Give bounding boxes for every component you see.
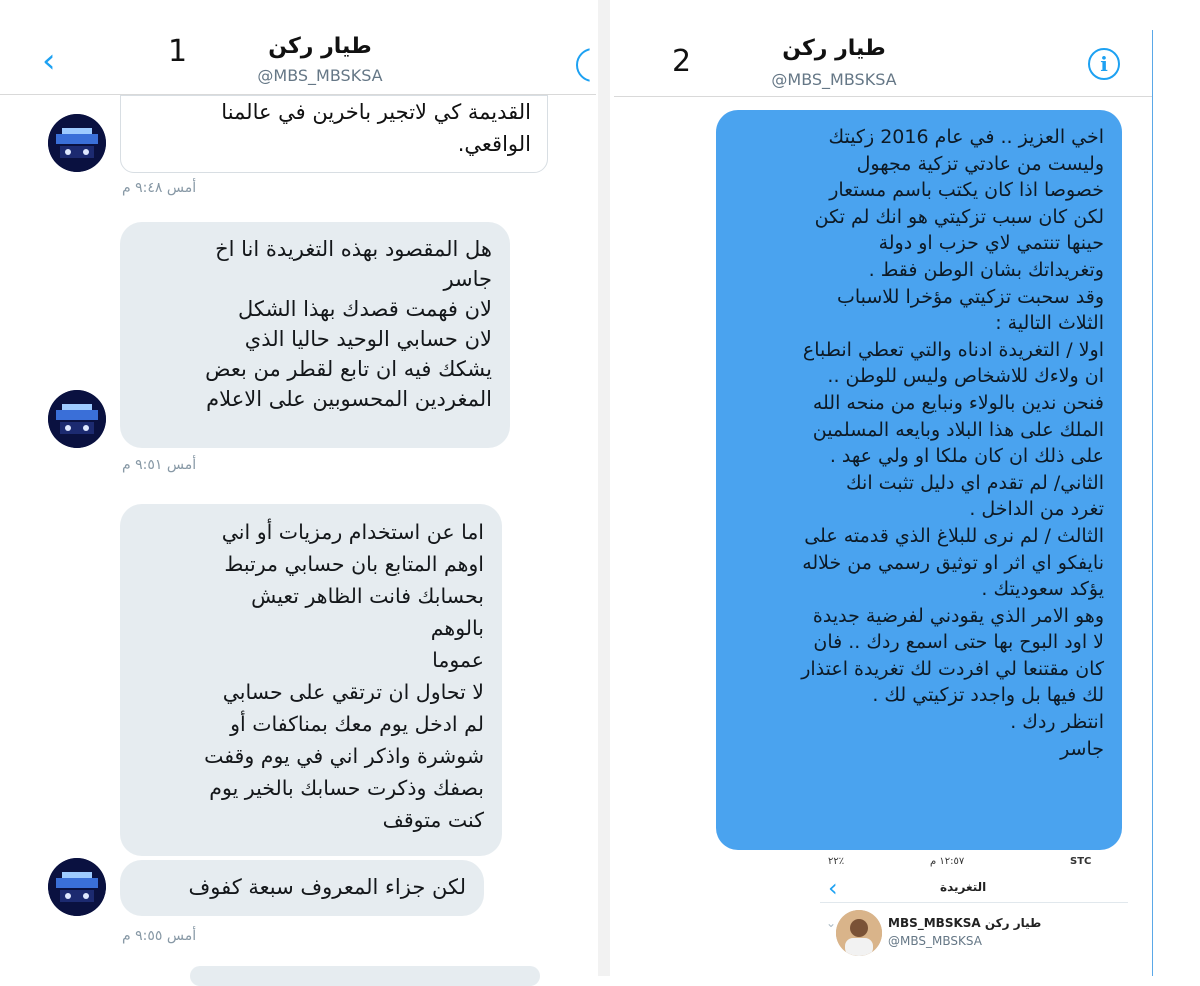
message-timestamp: أمس ٩:٤٨ م xyxy=(122,180,197,196)
embed-author-name: طيار ركن MBS_MBSKSA xyxy=(888,916,1042,930)
right-header-divider xyxy=(614,96,1152,97)
status-battery: ٢٢٪ xyxy=(828,856,845,867)
embed-avatar xyxy=(836,910,882,956)
embed-back-chevron-icon[interactable]: ‹ xyxy=(828,874,838,902)
avatar xyxy=(48,858,106,916)
info-icon[interactable]: i xyxy=(1088,48,1120,80)
embed-author-handle: @MBS_MBSKSA xyxy=(888,934,982,948)
left-screenshot-number: 1 xyxy=(168,34,188,69)
status-carrier: STC xyxy=(1070,856,1092,867)
status-bar xyxy=(820,854,1128,870)
incoming-message-bubble: هل المقصود بهذه التغريدة انا اخ جاسر لان فهمت قصدك بهذا الشكل لان حسابي الوحيد حاليا الذي يشكك فيه ان تابع لقطر من بعض المغردين المحسوبين على الاعلام xyxy=(120,222,510,448)
embed-title: التغريدة xyxy=(940,880,987,894)
left-header-handle: @MBS_MBSKSA xyxy=(257,66,383,85)
embed-dropdown-icon[interactable]: ⌄ xyxy=(826,916,837,930)
panel-divider xyxy=(598,0,610,976)
right-screenshot-number: 2 xyxy=(672,44,692,79)
back-chevron-icon[interactable]: ‹ xyxy=(42,41,56,81)
message-timestamp: أمس ٩:٥١ م xyxy=(122,457,197,473)
right-header-handle: @MBS_MBSKSA xyxy=(771,70,897,89)
embed-divider xyxy=(820,902,1128,903)
outgoing-message-bubble: اخي العزيز .. في عام 2016 زكيتك وليست من عادتي تزكية مجهول خصوصا اذا كان يكتب باسم مستعار لكن كان سبب تزكيتي هو انك لم تكن حينها تنتمي لاي حزب او دولة وتغريداتك بشان الوطن فقط . وقد سحبت تزكيتي مؤخرا للاسباب الثلاث التالية : اولا / التغريدة ادناه والتي تعطي انطباع ان ولاءك للاشخاص وليس للوطن .. فنحن ندين بالولاء ونبايع من منحه الله الملك على هذا البلاد وبايعه المسلمين على ذلك ان كان ملكا او ولي عهد . الثاني/ لم تقدم اي دليل تثبت انك تغرد من الداخل . الثالث / لم نرى للبلاغ الذي قدمته على نايفكو اي اثر او توثيق رسمي من خلاله يؤكد سعوديتك . وهو الامر الذي يقودني لفرضية جديدة لا اود البوح بها حتى اسمع ردك .. فان كان مقتنعا لي افردت لك تغريدة اعتذار لك فيها بل واجدد تزكيتي لك . انتظر ردك . جاسر xyxy=(716,110,1122,850)
incoming-message-bubble: اما عن استخدام رمزيات أو اني اوهم المتابع بان حسابي مرتبط بحسابك فانت الظاهر تعيش بالوهم عموما لا تحاول ان ترتقي على حسابي لم ادخل يوم معك بمناكفات أو شوشرة واذكر اني في يوم وقفت بصفك وذكرت حسابك بالخير يوم كنت متوقف xyxy=(120,504,502,856)
avatar xyxy=(48,114,106,172)
right-header-name: طيار ركن xyxy=(782,36,886,61)
status-time: ١٢:٥٧ م xyxy=(930,856,965,867)
avatar xyxy=(48,390,106,448)
quoted-message-bubble: القديمة كي لاتجير باخرين في عالمنا الواقعي. xyxy=(120,95,548,173)
right-edge-line xyxy=(1152,30,1153,976)
next-message-edge xyxy=(190,966,540,986)
embedded-tweet-screenshot xyxy=(820,850,1128,976)
incoming-message-bubble: لكن جزاء المعروف سبعة كفوف xyxy=(120,860,484,916)
left-header-name: طيار ركن xyxy=(268,34,372,59)
message-timestamp: أمس ٩:٥٥ م xyxy=(122,928,197,944)
